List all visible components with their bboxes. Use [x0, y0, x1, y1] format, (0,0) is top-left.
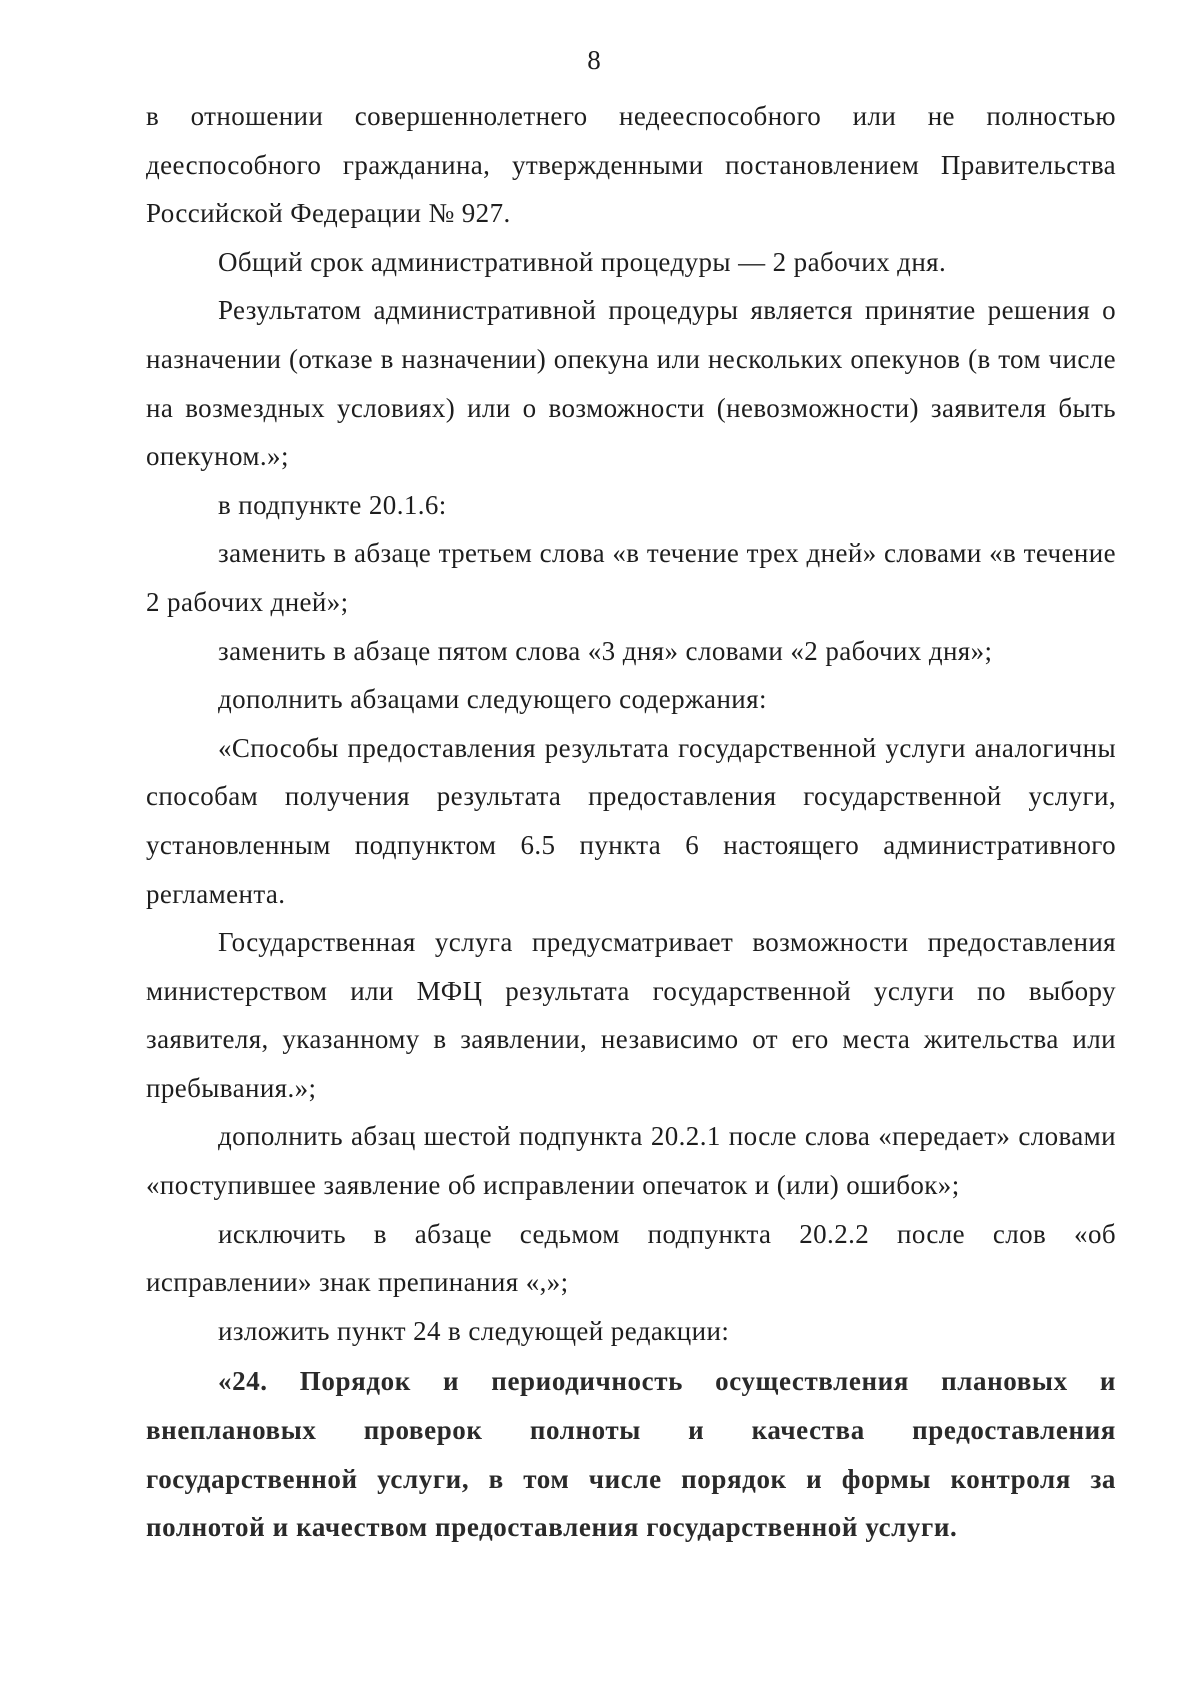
paragraph-amend-20-2-2: исключить в абзаце седьмом подпункта 20.2.2 после слов «об исправлении» знак препинания «,»; [146, 1218, 1116, 1298]
paragraph-amend-20-2-1: дополнить абзац шестой подпункта 20.2.1 после слова «передает» словами «поступившее заявление об исправлении опечаток и (или) ошибок»; [146, 1121, 1116, 1201]
paragraph-procedure-term: Общий срок административной процедуры — 2 рабочих дня. [218, 246, 947, 277]
section-heading-clause-24: «24. Порядок и периодичность осуществления плановых и внеплановых проверок полноты и качества предоставления государственной услуги, в том числе порядок и формы контроля за полнотой и качеством предоставления государственной услуги. [146, 1366, 1116, 1543]
paragraph-service-options: Государственная услуга предусматривает возможности предоставления министерством или МФЦ результата государственной услуги по выбору заявителя, указанному в заявлении, независимо от его места жительства или пребывания.»; [146, 927, 1116, 1103]
paragraph-replace-third: заменить в абзаце третьем слова «в течение трех дней» словами «в течение 2 рабочих дней»; [146, 538, 1116, 617]
page-number: 8 [587, 45, 601, 75]
paragraph-restate-clause-24: изложить пункт 24 в следующей редакции: [218, 1315, 730, 1346]
paragraph-result-methods: «Способы предоставления результата государственной услуги аналогичны способам получения результата предоставления государственной услуги, установленным подпунктом 6.5 пункта 6 настоящего административного регламента. [146, 732, 1116, 909]
paragraph-subclause-20-1-6: в подпункте 20.1.6: [218, 489, 447, 520]
paragraph-add-paragraphs: дополнить абзацами следующего содержания: [218, 684, 767, 715]
paragraph-replace-fifth: заменить в абзаце пятом слова «3 дня» словами «2 рабочих дня»; [218, 635, 993, 666]
paragraph-guardianship-rules: в отношении совершеннолетнего недееспособного или не полностью дееспособного гражданина, утвержденными постановлением Правительства Российской Федерации № 927. [146, 101, 1116, 229]
paragraph-procedure-result: Результатом административной процедуры является принятие решения о назначении (отказе в назначении) опекуна или нескольких опекунов (в том числе на возмездных условиях) или о возможности (невозможности) заявителя быть опекуном.»; [146, 295, 1116, 472]
document-body [146, 92, 1116, 1552]
